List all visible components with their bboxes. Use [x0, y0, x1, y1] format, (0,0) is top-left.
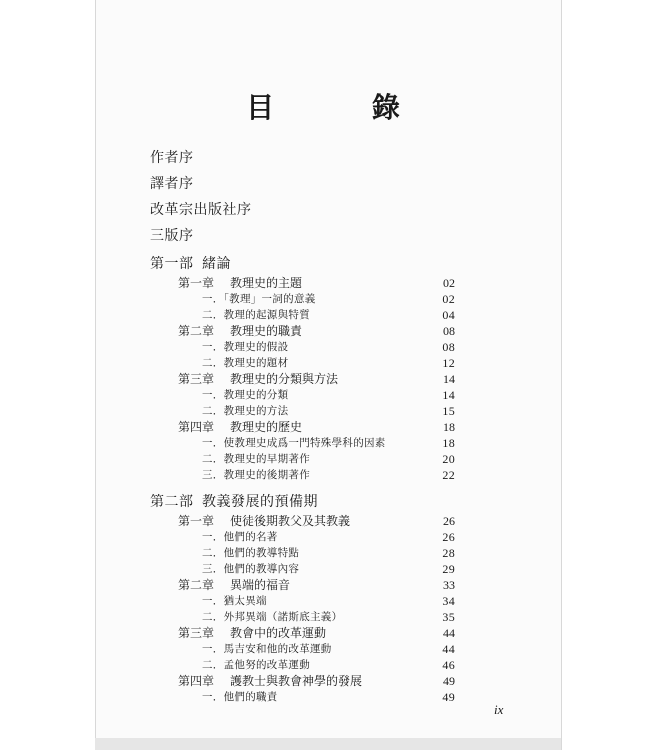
- section-entry: [150, 529, 455, 545]
- section-entry: [150, 641, 455, 657]
- section-title: 一．「教理」一詞的意義: [202, 293, 316, 305]
- section-title: 二．教理史的早期著作: [202, 453, 310, 465]
- section-title: 一．教理史的分類: [202, 389, 289, 401]
- page-number: 14: [442, 388, 455, 402]
- page-number: 35: [442, 610, 455, 624]
- chapter-number: 第二章: [178, 324, 215, 338]
- page-number: 02: [442, 292, 455, 306]
- section-title: 二．外邦異端（諾斯底主義）: [202, 611, 343, 623]
- section-title: 一．他們的名著: [202, 531, 278, 543]
- page-number: 26: [443, 514, 455, 528]
- page-number: 02: [443, 276, 455, 290]
- chapter-number: 第一章: [178, 276, 215, 290]
- chapter-number: 第三章: [178, 626, 215, 640]
- section-entry: [150, 561, 455, 577]
- page-number: 28: [442, 546, 455, 560]
- section-entry: [150, 545, 455, 561]
- section-title: 二．孟他努的改革運動: [202, 659, 310, 671]
- page-number: 26: [442, 530, 455, 544]
- section-entry: [150, 451, 455, 467]
- page-number: 34: [442, 594, 455, 608]
- chapter-number: 第四章: [178, 674, 215, 688]
- section-title: 一．教理史的假設: [202, 341, 289, 353]
- chapter-title: 教理史的歷史: [230, 420, 303, 434]
- section-title: 一．猶太異端: [202, 595, 267, 607]
- page-number: 20: [442, 452, 455, 466]
- chapter-number: 第三章: [178, 372, 215, 386]
- section-entry: [150, 387, 455, 403]
- part-title: 教義發展的預備期: [202, 494, 318, 510]
- page-number: 08: [442, 340, 455, 354]
- chapter-title: 異端的福音: [230, 578, 291, 592]
- page-number: 49: [443, 674, 455, 688]
- chapter-entry: [150, 275, 455, 291]
- chapter-title: 教理史的分類與方法: [230, 372, 339, 386]
- chapter-entry: [150, 513, 455, 529]
- part-title: 緒論: [202, 256, 231, 272]
- part-number: 第一部: [150, 256, 194, 272]
- page-number: 33: [443, 578, 455, 592]
- chapter-entry: [150, 625, 455, 641]
- chapter-entry: [150, 673, 455, 689]
- section-entry: [150, 609, 455, 625]
- page-number: 49: [442, 690, 455, 704]
- page-title: 目 錄: [246, 91, 444, 124]
- page-number: 18: [443, 420, 455, 434]
- section-entry: [150, 355, 455, 371]
- section-title: 二．教理史的方法: [202, 405, 289, 417]
- part-heading: [150, 491, 455, 513]
- section-title: 二．教理的起源與特質: [202, 309, 310, 321]
- section-entry: [150, 403, 455, 419]
- page-number: 12: [442, 356, 455, 370]
- preface-publisher: 改革宗出版社序: [150, 202, 252, 218]
- page-number: 29: [442, 562, 455, 576]
- chapter-number: 第二章: [178, 578, 215, 592]
- chapter-number: 第一章: [178, 514, 215, 528]
- page-number: 14: [443, 372, 455, 386]
- section-title: 三．教理史的後期著作: [202, 469, 310, 481]
- page-number: 18: [442, 436, 455, 450]
- page-number: 15: [442, 404, 455, 418]
- page-folio: ix: [494, 702, 504, 717]
- section-entry: [150, 339, 455, 355]
- preface-third-edition: 三版序: [150, 228, 194, 244]
- preface-translator: 譯者序: [150, 176, 194, 192]
- section-entry: [150, 307, 455, 323]
- chapter-entry: [150, 323, 455, 339]
- chapter-entry: [150, 419, 455, 435]
- page-number: 44: [443, 626, 455, 640]
- section-entry: [150, 689, 455, 705]
- page-number: 44: [442, 642, 455, 656]
- chapter-number: 第四章: [178, 420, 215, 434]
- section-title: 一．他們的職責: [202, 691, 278, 703]
- chapter-entry: [150, 371, 455, 387]
- chapter-title: 教理史的主題: [230, 276, 303, 290]
- section-entry: [150, 291, 455, 307]
- section-title: 二．他們的教導特點: [202, 547, 300, 559]
- page-number: 04: [442, 308, 455, 322]
- scan-bottom-edge: [95, 738, 561, 750]
- chapter-title: 使徒後期教父及其教義: [230, 514, 351, 528]
- chapter-entry: [150, 577, 455, 593]
- part-number: 第二部: [150, 494, 194, 510]
- section-title: 一．馬吉安和他的改革運動: [202, 643, 332, 655]
- chapter-title: 護教士與教會神學的發展: [230, 674, 363, 688]
- section-entry: [150, 435, 455, 451]
- page-number: 08: [443, 324, 455, 338]
- table-of-contents: [150, 145, 455, 705]
- section-entry: [150, 657, 455, 673]
- section-title: 三．他們的教導內容: [202, 563, 300, 575]
- section-title: 一．使教理史成爲一門特殊學科的因素: [202, 437, 386, 449]
- chapter-title: 教會中的改革運動: [230, 626, 327, 640]
- section-entry: [150, 467, 455, 483]
- part-heading: [150, 253, 455, 275]
- section-title: 二．教理史的題材: [202, 357, 289, 369]
- chapter-title: 教理史的職責: [230, 324, 303, 338]
- page-number: 46: [442, 658, 455, 672]
- section-entry: [150, 593, 455, 609]
- page-number: 22: [442, 468, 455, 482]
- preface-author: 作者序: [150, 150, 194, 166]
